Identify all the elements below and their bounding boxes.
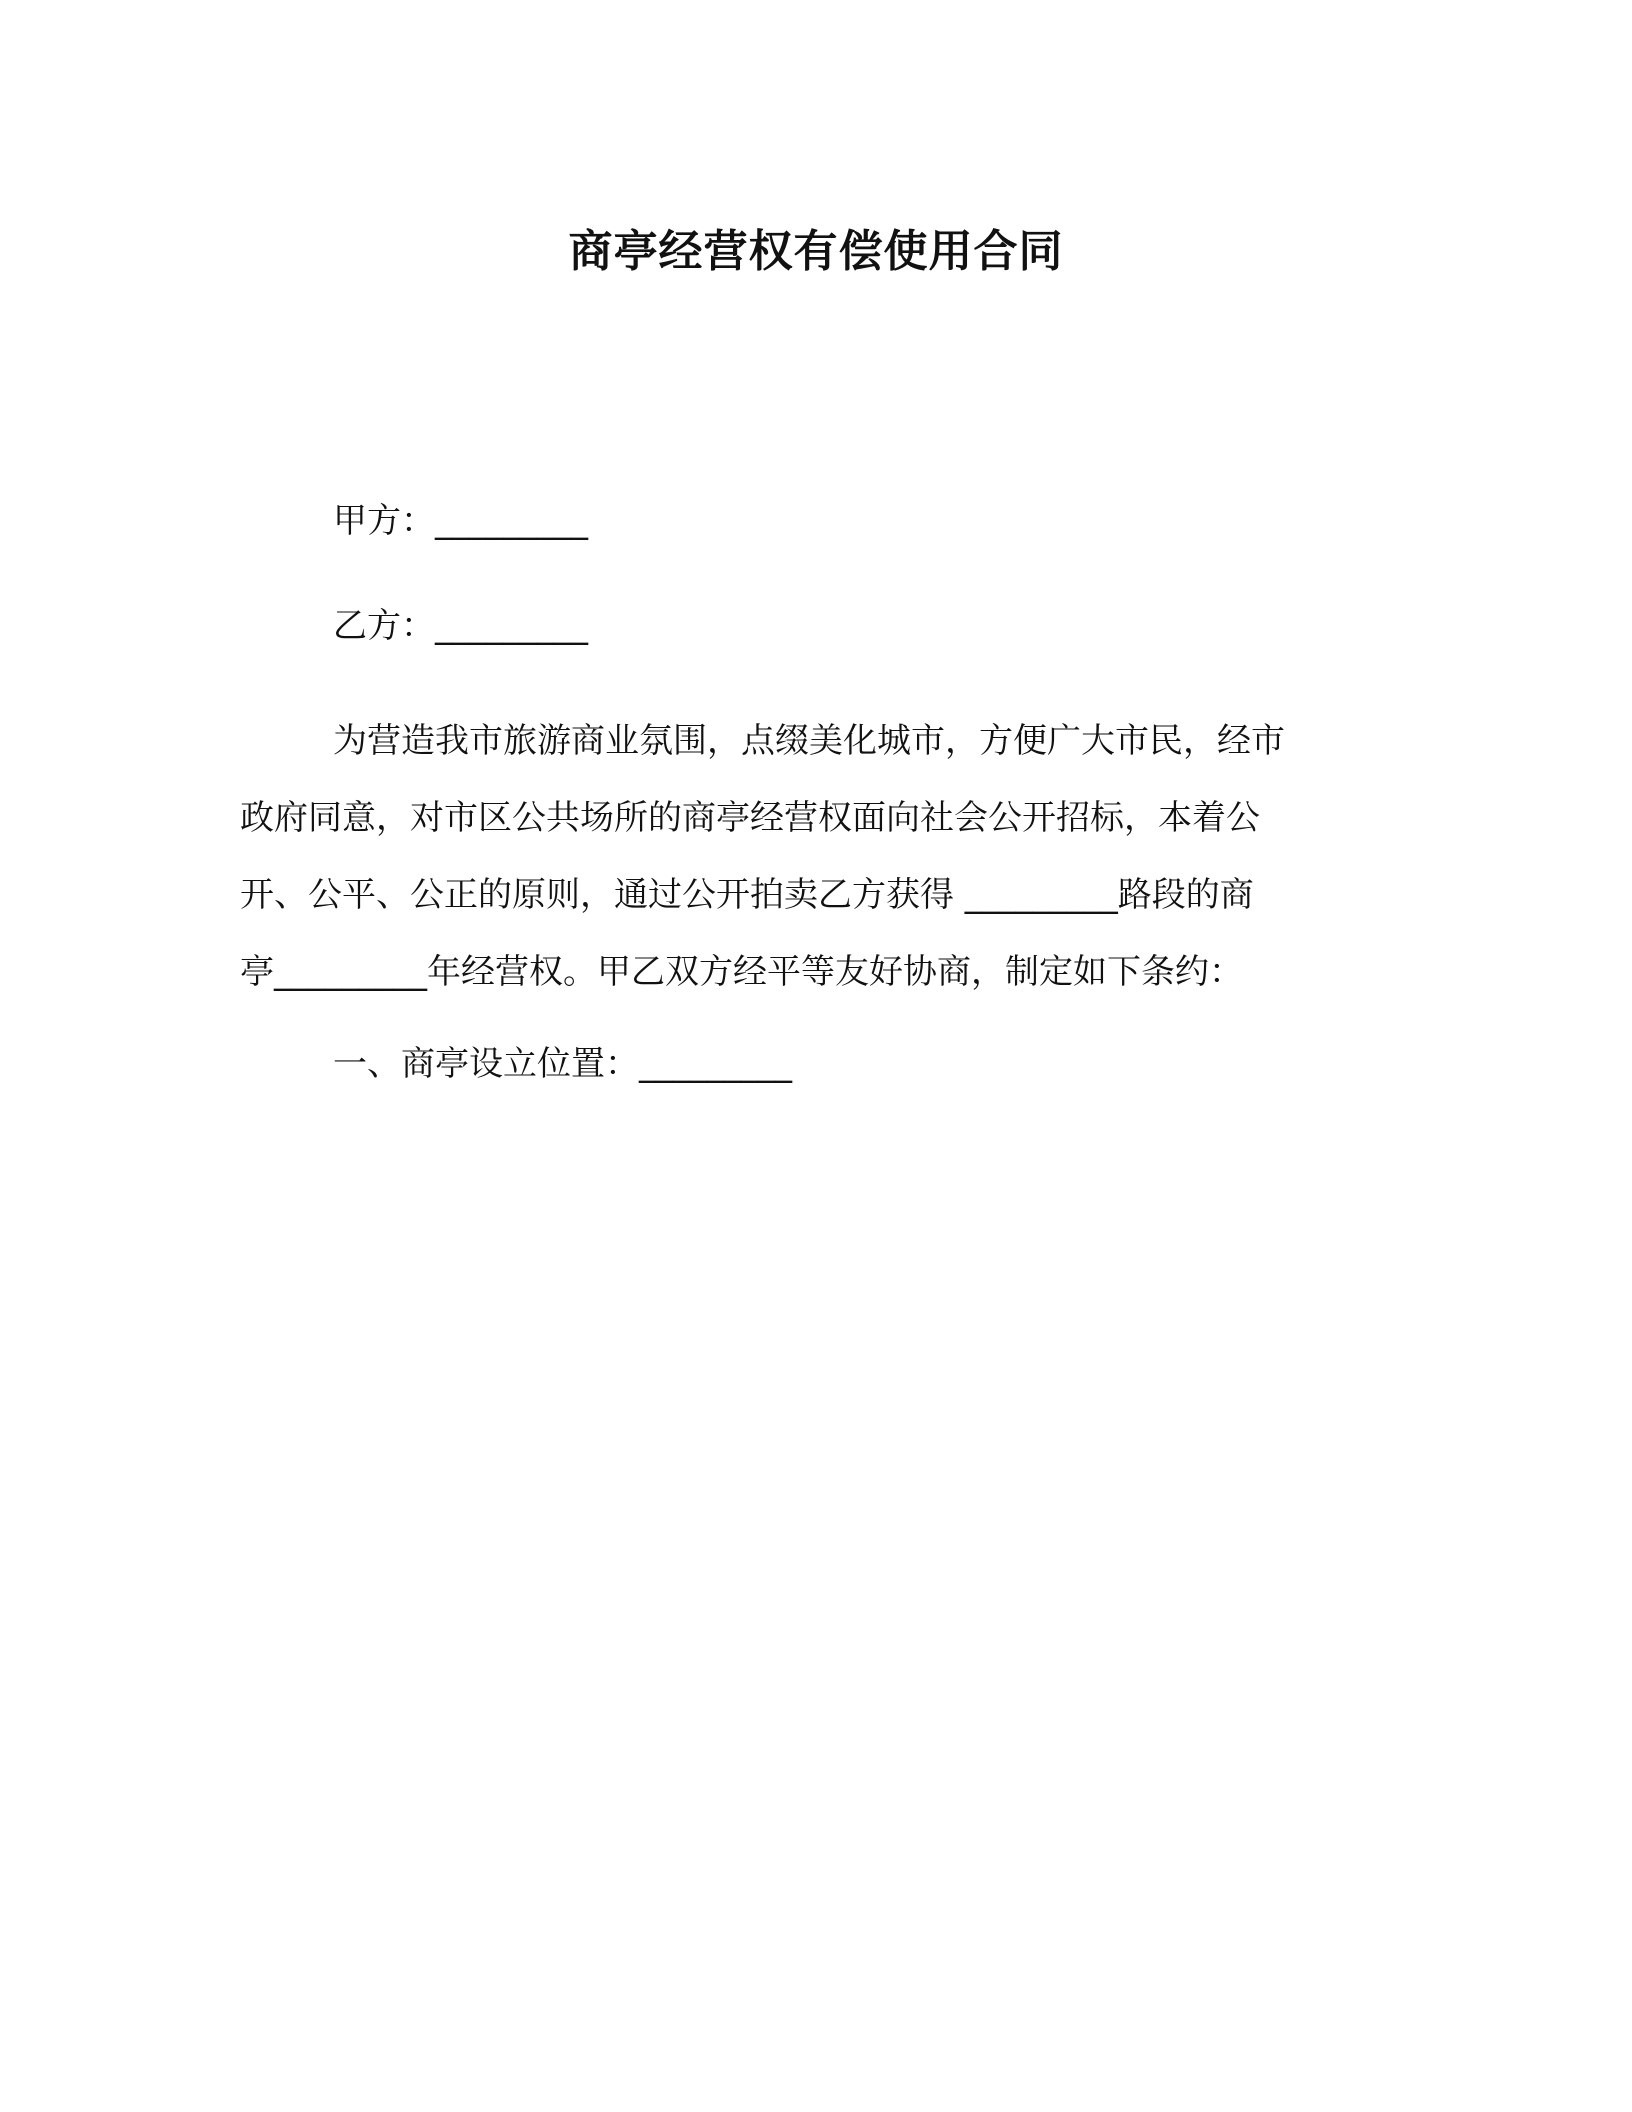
- clause-1-location: 一、商亭设立位置：_________: [333, 1044, 792, 1084]
- party-a-line: 甲方：_________: [333, 501, 588, 541]
- intro-line: 政府同意，对市区公共场所的商亭经营权面向社会公开招标，本着公: [240, 798, 1260, 838]
- document-title: 商亭经营权有偿使用合同: [568, 226, 1064, 277]
- intro-line: 为营造我市旅游商业氛围，点缀美化城市，方便广大市民，经市: [333, 721, 1285, 761]
- intro-paragraph: [240, 703, 1380, 1011]
- intro-line: 开、公平、公正的原则，通过公开拍卖乙方获得 _________路段的商: [240, 875, 1254, 915]
- intro-line: 亭_________年经营权。甲乙双方经平等友好协商，制定如下条约：: [240, 952, 1243, 992]
- party-b-line: 乙方：_________: [333, 606, 588, 646]
